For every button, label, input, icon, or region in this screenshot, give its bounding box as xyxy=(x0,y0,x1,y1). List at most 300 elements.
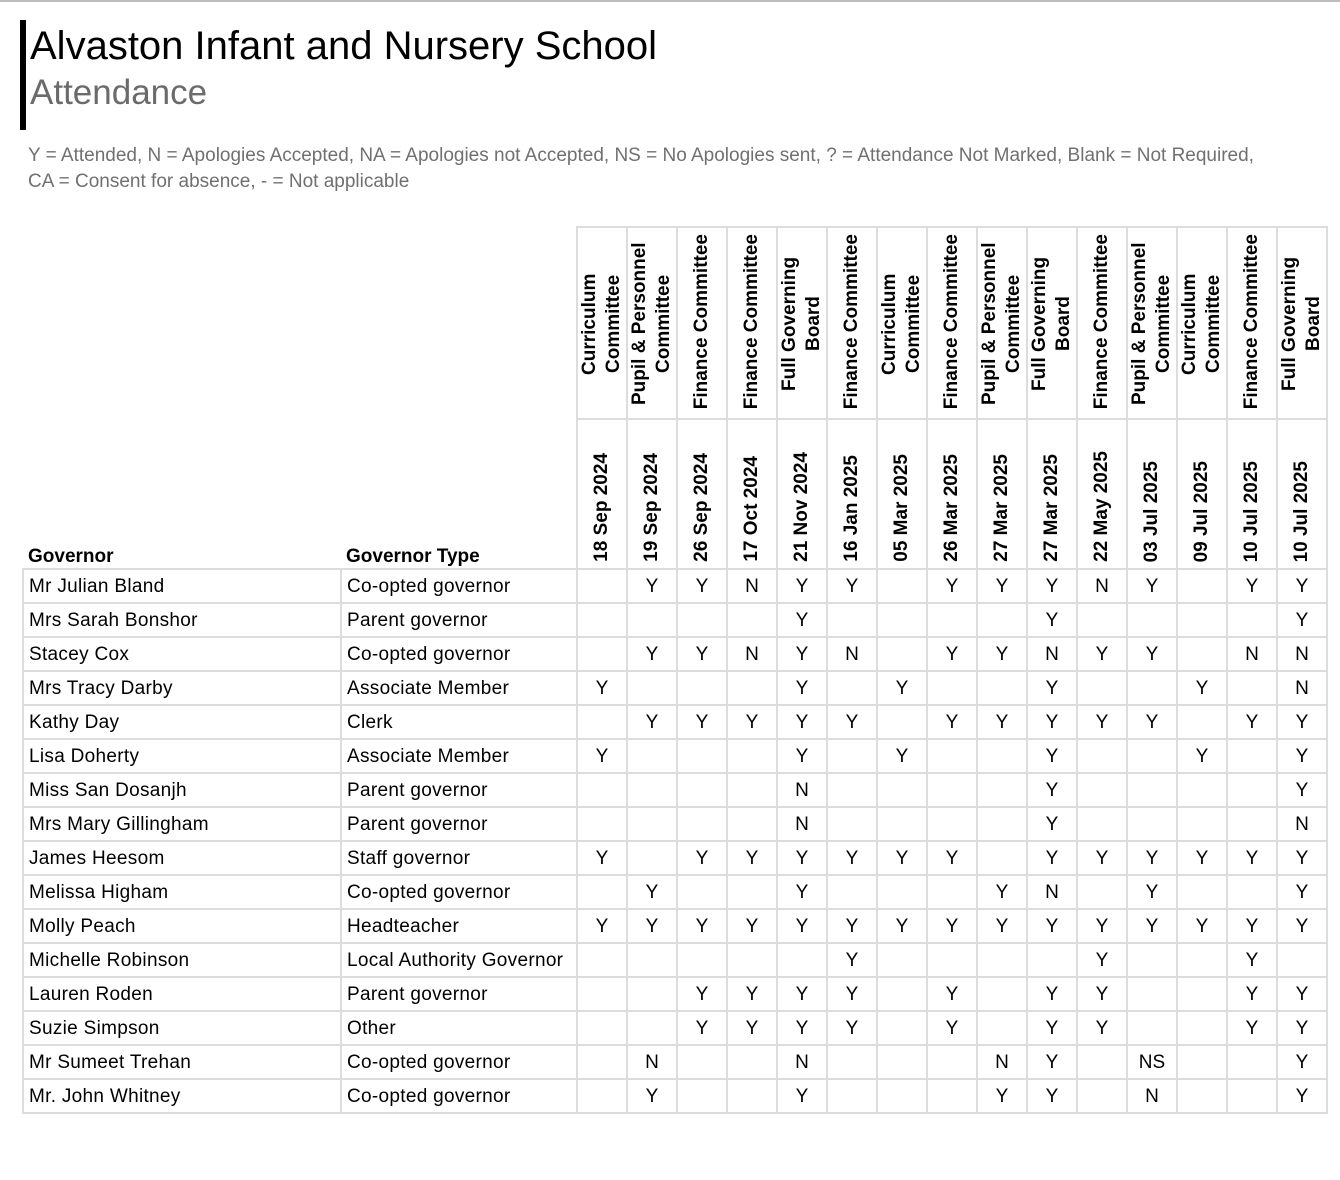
table-row xyxy=(23,1079,1327,1113)
attendance-cell: Y xyxy=(927,569,977,603)
attendance-cell xyxy=(977,739,1027,773)
attendance-cell: Y xyxy=(977,909,1027,943)
attendance-cell: Y xyxy=(927,841,977,875)
attendance-cell xyxy=(1127,671,1177,705)
table-row xyxy=(23,841,1327,875)
governor-name: Stacey Cox xyxy=(23,637,341,671)
meeting-type-header xyxy=(627,227,677,419)
attendance-cell: Y xyxy=(677,705,727,739)
meeting-type-header xyxy=(827,227,877,419)
attendance-cell: N xyxy=(1277,671,1327,705)
header-spacer xyxy=(341,227,577,419)
attendance-cell xyxy=(977,841,1027,875)
attendance-cell: Y xyxy=(627,705,677,739)
attendance-cell: Y xyxy=(1127,569,1177,603)
attendance-cell xyxy=(1077,1045,1127,1079)
attendance-cell: Y xyxy=(777,739,827,773)
attendance-cell xyxy=(827,875,877,909)
attendance-cell: Y xyxy=(1277,875,1327,909)
attendance-cell: Y xyxy=(577,671,627,705)
attendance-cell xyxy=(1177,943,1227,977)
attendance-cell: Y xyxy=(1027,1045,1077,1079)
attendance-cell xyxy=(727,1045,777,1079)
governor-type: Headteacher xyxy=(341,909,577,943)
attendance-cell: Y xyxy=(927,705,977,739)
attendance-cell: Y xyxy=(1127,909,1177,943)
attendance-cell: Y xyxy=(827,909,877,943)
attendance-cell xyxy=(1127,807,1177,841)
meeting-type-label: Curriculum Committee xyxy=(1179,273,1224,375)
legend-line-1: Y = Attended, N = Apologies Accepted, NA = Apologies not Accepted, NS = No Apologies sent, ? = Attendance Not Marked, Blank = Not Required, xyxy=(28,145,1254,166)
attendance-cell: Y xyxy=(1027,739,1077,773)
attendance-cell: Y xyxy=(1027,909,1077,943)
attendance-cell xyxy=(577,1045,627,1079)
table-row xyxy=(23,773,1327,807)
meeting-date-header xyxy=(977,419,1027,569)
attendance-cell xyxy=(977,603,1027,637)
attendance-cell: Y xyxy=(977,705,1027,739)
meeting-type-label: Finance Committee xyxy=(691,234,712,410)
attendance-cell xyxy=(877,1079,927,1113)
attendance-cell: Y xyxy=(1077,977,1127,1011)
attendance-cell: Y xyxy=(1227,909,1277,943)
attendance-cell xyxy=(927,671,977,705)
attendance-cell: Y xyxy=(777,671,827,705)
attendance-cell xyxy=(577,773,627,807)
attendance-cell: N xyxy=(1027,637,1077,671)
meeting-type-header xyxy=(1177,227,1227,419)
attendance-cell xyxy=(1077,807,1127,841)
attendance-cell xyxy=(627,977,677,1011)
table-row xyxy=(23,569,1327,603)
attendance-cell xyxy=(877,637,927,671)
meeting-type-header xyxy=(777,227,827,419)
meeting-type-label: Pupil & Personnel Committee xyxy=(1129,242,1174,406)
governor-type-column-header: Governor Type xyxy=(346,546,480,567)
attendance-cell: Y xyxy=(727,841,777,875)
attendance-cell xyxy=(1227,875,1277,909)
governor-type: Parent governor xyxy=(341,977,577,1011)
attendance-cell: Y xyxy=(977,569,1027,603)
attendance-cell xyxy=(877,875,927,909)
attendance-cell: Y xyxy=(1077,841,1127,875)
attendance-cell xyxy=(977,671,1027,705)
meeting-type-header xyxy=(877,227,927,419)
attendance-cell: Y xyxy=(727,1011,777,1045)
attendance-cell xyxy=(677,671,727,705)
attendance-cell: Y xyxy=(1127,637,1177,671)
attendance-cell: Y xyxy=(627,637,677,671)
governor-name: Molly Peach xyxy=(23,909,341,943)
meeting-type-header xyxy=(677,227,727,419)
attendance-cell xyxy=(1177,637,1227,671)
attendance-cell xyxy=(927,1079,977,1113)
attendance-cell xyxy=(677,1045,727,1079)
attendance-cell xyxy=(627,841,677,875)
attendance-cell: Y xyxy=(1127,875,1177,909)
attendance-cell: Y xyxy=(727,977,777,1011)
attendance-cell: N xyxy=(1127,1079,1177,1113)
meeting-date-header xyxy=(827,419,877,569)
attendance-cell: Y xyxy=(1277,569,1327,603)
attendance-cell xyxy=(1277,943,1327,977)
attendance-cell xyxy=(877,943,927,977)
attendance-cell: Y xyxy=(777,705,827,739)
governor-name: Kathy Day xyxy=(23,705,341,739)
page-subtitle: Attendance xyxy=(30,73,208,112)
attendance-cell xyxy=(677,603,727,637)
attendance-cell xyxy=(1227,739,1277,773)
meeting-date-label: 03 Jul 2025 xyxy=(1141,460,1162,562)
governor-name: Melissa Higham xyxy=(23,875,341,909)
attendance-cell xyxy=(927,739,977,773)
attendance-cell xyxy=(877,569,927,603)
attendance-cell: Y xyxy=(877,841,927,875)
governor-type: Parent governor xyxy=(341,807,577,841)
attendance-cell xyxy=(627,671,677,705)
attendance-cell: Y xyxy=(1227,841,1277,875)
meeting-type-label: Pupil & Personnel Committee xyxy=(979,242,1024,406)
attendance-cell: Y xyxy=(727,705,777,739)
attendance-cell: Y xyxy=(927,1011,977,1045)
attendance-cell xyxy=(1177,569,1227,603)
meeting-date-label: 10 Jul 2025 xyxy=(1241,460,1262,562)
page-title: Alvaston Infant and Nursery School xyxy=(30,24,658,68)
attendance-cell xyxy=(727,1079,777,1113)
attendance-cell xyxy=(577,943,627,977)
attendance-cell xyxy=(1077,671,1127,705)
attendance-cell xyxy=(727,943,777,977)
governor-type: Associate Member xyxy=(341,739,577,773)
attendance-cell xyxy=(977,1011,1027,1045)
attendance-cell xyxy=(577,603,627,637)
attendance-cell: N xyxy=(777,807,827,841)
meeting-type-label: Full Governing Board xyxy=(1279,256,1324,392)
governor-name: Mr Sumeet Trehan xyxy=(23,1045,341,1079)
meeting-type-header xyxy=(577,227,627,419)
meeting-type-header xyxy=(727,227,777,419)
attendance-cell xyxy=(927,773,977,807)
governor-name: Miss San Dosanjh xyxy=(23,773,341,807)
attendance-cell: Y xyxy=(1277,1011,1327,1045)
meeting-type-label: Finance Committee xyxy=(741,234,762,410)
attendance-cell: Y xyxy=(827,1011,877,1045)
governor-name: Michelle Robinson xyxy=(23,943,341,977)
meeting-date-header xyxy=(1177,419,1227,569)
attendance-cell: N xyxy=(777,1045,827,1079)
governor-type: Other xyxy=(341,1011,577,1045)
attendance-cell: N xyxy=(777,773,827,807)
attendance-cell: Y xyxy=(1227,943,1277,977)
attendance-cell xyxy=(627,1011,677,1045)
attendance-cell xyxy=(1077,603,1127,637)
attendance-cell: Y xyxy=(827,705,877,739)
attendance-cell: NS xyxy=(1127,1045,1177,1079)
table-row xyxy=(23,807,1327,841)
attendance-cell xyxy=(1077,1079,1127,1113)
attendance-cell: Y xyxy=(677,637,727,671)
meeting-date-label: 17 Oct 2024 xyxy=(741,456,762,562)
attendance-cell xyxy=(1127,773,1177,807)
attendance-cell: Y xyxy=(677,1011,727,1045)
attendance-cell xyxy=(1077,773,1127,807)
meeting-date-label: 10 Jul 2025 xyxy=(1291,460,1312,562)
attendance-cell xyxy=(1227,1079,1277,1113)
attendance-cell: Y xyxy=(677,909,727,943)
attendance-cell xyxy=(927,875,977,909)
attendance-cell: Y xyxy=(677,569,727,603)
meeting-type-label: Finance Committee xyxy=(1091,234,1112,410)
attendance-cell xyxy=(827,739,877,773)
table-row xyxy=(23,1045,1327,1079)
attendance-cell: Y xyxy=(1027,1079,1077,1113)
attendance-cell xyxy=(577,875,627,909)
attendance-cell: Y xyxy=(1277,841,1327,875)
attendance-cell: Y xyxy=(877,671,927,705)
attendance-cell: Y xyxy=(777,637,827,671)
attendance-cell: Y xyxy=(1077,943,1127,977)
attendance-cell: N xyxy=(627,1045,677,1079)
meeting-type-label: Curriculum Committee xyxy=(579,273,624,375)
meeting-date-header xyxy=(777,419,827,569)
governor-name: Mr. John Whitney xyxy=(23,1079,341,1113)
meeting-date-header xyxy=(727,419,777,569)
attendance-cell xyxy=(1177,705,1227,739)
attendance-cell: Y xyxy=(577,909,627,943)
governor-name: Suzie Simpson xyxy=(23,1011,341,1045)
attendance-cell xyxy=(627,943,677,977)
attendance-cell xyxy=(877,705,927,739)
attendance-cell: Y xyxy=(577,739,627,773)
meeting-date-header xyxy=(1027,419,1077,569)
attendance-cell xyxy=(1027,943,1077,977)
attendance-cell: Y xyxy=(1027,773,1077,807)
governor-type: Co-opted governor xyxy=(341,1079,577,1113)
meeting-date-header xyxy=(1277,419,1327,569)
attendance-cell xyxy=(877,603,927,637)
governor-name: Mrs Tracy Darby xyxy=(23,671,341,705)
meeting-date-label: 27 Mar 2025 xyxy=(1041,454,1062,562)
meeting-type-header xyxy=(927,227,977,419)
meeting-type-header xyxy=(977,227,1027,419)
attendance-cell: Y xyxy=(627,875,677,909)
attendance-cell: N xyxy=(1077,569,1127,603)
meeting-date-header xyxy=(1227,419,1277,569)
attendance-cell: Y xyxy=(877,909,927,943)
attendance-cell: Y xyxy=(927,977,977,1011)
attendance-cell xyxy=(1227,671,1277,705)
meeting-date-label: 18 Sep 2024 xyxy=(591,453,612,562)
attendance-cell xyxy=(1177,1079,1227,1113)
attendance-cell xyxy=(1177,807,1227,841)
attendance-cell xyxy=(1177,1045,1227,1079)
attendance-cell: Y xyxy=(1077,637,1127,671)
attendance-cell: Y xyxy=(1177,671,1227,705)
attendance-cell: Y xyxy=(1127,841,1177,875)
attendance-body xyxy=(23,569,1327,1113)
attendance-cell xyxy=(677,943,727,977)
meeting-date-label: 22 May 2025 xyxy=(1091,451,1112,562)
attendance-cell xyxy=(1227,773,1277,807)
attendance-cell xyxy=(977,977,1027,1011)
attendance-cell: Y xyxy=(627,909,677,943)
attendance-cell: Y xyxy=(777,603,827,637)
attendance-cell xyxy=(577,1011,627,1045)
attendance-cell: Y xyxy=(1077,1011,1127,1045)
attendance-cell: Y xyxy=(827,943,877,977)
attendance-cell xyxy=(727,807,777,841)
attendance-cell: Y xyxy=(1077,705,1127,739)
table-row xyxy=(23,637,1327,671)
attendance-cell: Y xyxy=(1027,977,1077,1011)
meeting-type-label: Full Governing Board xyxy=(1029,256,1074,392)
governor-name: James Heesom xyxy=(23,841,341,875)
meeting-type-header xyxy=(1277,227,1327,419)
attendance-cell xyxy=(877,977,927,1011)
attendance-cell: Y xyxy=(977,1079,1027,1113)
attendance-cell xyxy=(1177,875,1227,909)
meeting-date-label: 26 Mar 2025 xyxy=(941,454,962,562)
attendance-cell xyxy=(577,1079,627,1113)
meeting-type-header xyxy=(1127,227,1177,419)
attendance-cell: Y xyxy=(777,909,827,943)
attendance-cell: Y xyxy=(777,1079,827,1113)
attendance-cell xyxy=(1177,977,1227,1011)
governor-type: Co-opted governor xyxy=(341,1045,577,1079)
attendance-cell: Y xyxy=(1077,909,1127,943)
attendance-cell: N xyxy=(977,1045,1027,1079)
attendance-cell: N xyxy=(727,637,777,671)
table-row xyxy=(23,943,1327,977)
attendance-cell xyxy=(927,1045,977,1079)
attendance-cell: Y xyxy=(1277,909,1327,943)
attendance-cell xyxy=(827,1045,877,1079)
table-row xyxy=(23,739,1327,773)
attendance-cell: Y xyxy=(1027,1011,1077,1045)
attendance-cell xyxy=(577,637,627,671)
attendance-cell: Y xyxy=(727,909,777,943)
attendance-cell xyxy=(827,671,877,705)
attendance-cell: Y xyxy=(1277,1079,1327,1113)
attendance-cell: Y xyxy=(927,909,977,943)
attendance-cell xyxy=(1077,875,1127,909)
attendance-cell xyxy=(877,1011,927,1045)
governor-type: Co-opted governor xyxy=(341,875,577,909)
meeting-type-label: Finance Committee xyxy=(1241,234,1262,410)
legend-line-2: CA = Consent for absence, - = Not applicable xyxy=(28,171,410,192)
attendance-cell: Y xyxy=(827,841,877,875)
meeting-type-label: Full Governing Board xyxy=(779,256,824,392)
attendance-cell: N xyxy=(1277,637,1327,671)
table-row xyxy=(23,875,1327,909)
attendance-cell: Y xyxy=(1227,705,1277,739)
table-row xyxy=(23,671,1327,705)
attendance-cell xyxy=(727,875,777,909)
attendance-cell xyxy=(827,603,877,637)
attendance-cell xyxy=(677,773,727,807)
attendance-cell: Y xyxy=(1277,739,1327,773)
meeting-date-label: 27 Mar 2025 xyxy=(991,454,1012,562)
attendance-cell: Y xyxy=(677,977,727,1011)
attendance-cell xyxy=(577,807,627,841)
table-row xyxy=(23,1011,1327,1045)
meeting-date-header xyxy=(627,419,677,569)
header-spacer xyxy=(23,227,341,419)
attendance-cell: Y xyxy=(1227,569,1277,603)
attendance-cell xyxy=(1227,603,1277,637)
top-divider xyxy=(0,0,1340,2)
attendance-cell: Y xyxy=(1027,807,1077,841)
attendance-cell: Y xyxy=(1027,705,1077,739)
governor-type: Staff governor xyxy=(341,841,577,875)
meeting-date-label: 21 Nov 2024 xyxy=(791,452,812,562)
attendance-cell: Y xyxy=(1177,909,1227,943)
attendance-cell: Y xyxy=(627,569,677,603)
attendance-cell: Y xyxy=(677,841,727,875)
attendance-cell: Y xyxy=(1277,773,1327,807)
attendance-cell: Y xyxy=(1277,705,1327,739)
attendance-cell: Y xyxy=(1277,1045,1327,1079)
meeting-date-label: 16 Jan 2025 xyxy=(841,455,862,562)
attendance-table xyxy=(22,226,1328,1114)
governor-name: Lauren Roden xyxy=(23,977,341,1011)
governor-name: Lisa Doherty xyxy=(23,739,341,773)
meeting-date-label: 05 Mar 2025 xyxy=(891,454,912,562)
attendance-cell xyxy=(927,603,977,637)
attendance-cell xyxy=(1077,739,1127,773)
meeting-type-header-row xyxy=(23,227,1327,419)
meeting-date-label: 09 Jul 2025 xyxy=(1191,460,1212,562)
attendance-cell xyxy=(1127,739,1177,773)
attendance-cell xyxy=(677,1079,727,1113)
governor-name: Mr Julian Bland xyxy=(23,569,341,603)
attendance-cell: Y xyxy=(977,875,1027,909)
meeting-date-label: 26 Sep 2024 xyxy=(691,453,712,562)
attendance-cell: Y xyxy=(627,1079,677,1113)
attendance-cell xyxy=(1127,603,1177,637)
attendance-legend xyxy=(28,143,1318,195)
attendance-cell xyxy=(777,943,827,977)
attendance-cell: Y xyxy=(777,841,827,875)
attendance-cell: N xyxy=(727,569,777,603)
meeting-date-header xyxy=(877,419,927,569)
meeting-type-label: Pupil & Personnel Committee xyxy=(629,242,674,406)
meeting-type-label: Finance Committee xyxy=(841,234,862,410)
attendance-cell: N xyxy=(1227,637,1277,671)
attendance-cell xyxy=(627,807,677,841)
attendance-cell: Y xyxy=(877,739,927,773)
attendance-cell: Y xyxy=(827,977,877,1011)
attendance-cell: Y xyxy=(1027,569,1077,603)
attendance-cell xyxy=(877,773,927,807)
attendance-cell xyxy=(627,603,677,637)
attendance-cell: Y xyxy=(827,569,877,603)
attendance-cell xyxy=(1127,1011,1177,1045)
attendance-cell: Y xyxy=(977,637,1027,671)
attendance-cell xyxy=(577,977,627,1011)
attendance-cell xyxy=(927,943,977,977)
governor-name: Mrs Sarah Bonshor xyxy=(23,603,341,637)
attendance-cell xyxy=(627,739,677,773)
table-row xyxy=(23,603,1327,637)
attendance-cell xyxy=(677,875,727,909)
title-accent-bar xyxy=(20,20,26,130)
attendance-cell: N xyxy=(827,637,877,671)
attendance-cell xyxy=(727,773,777,807)
table-row xyxy=(23,909,1327,943)
attendance-cell: Y xyxy=(777,977,827,1011)
governor-type: Parent governor xyxy=(341,603,577,637)
